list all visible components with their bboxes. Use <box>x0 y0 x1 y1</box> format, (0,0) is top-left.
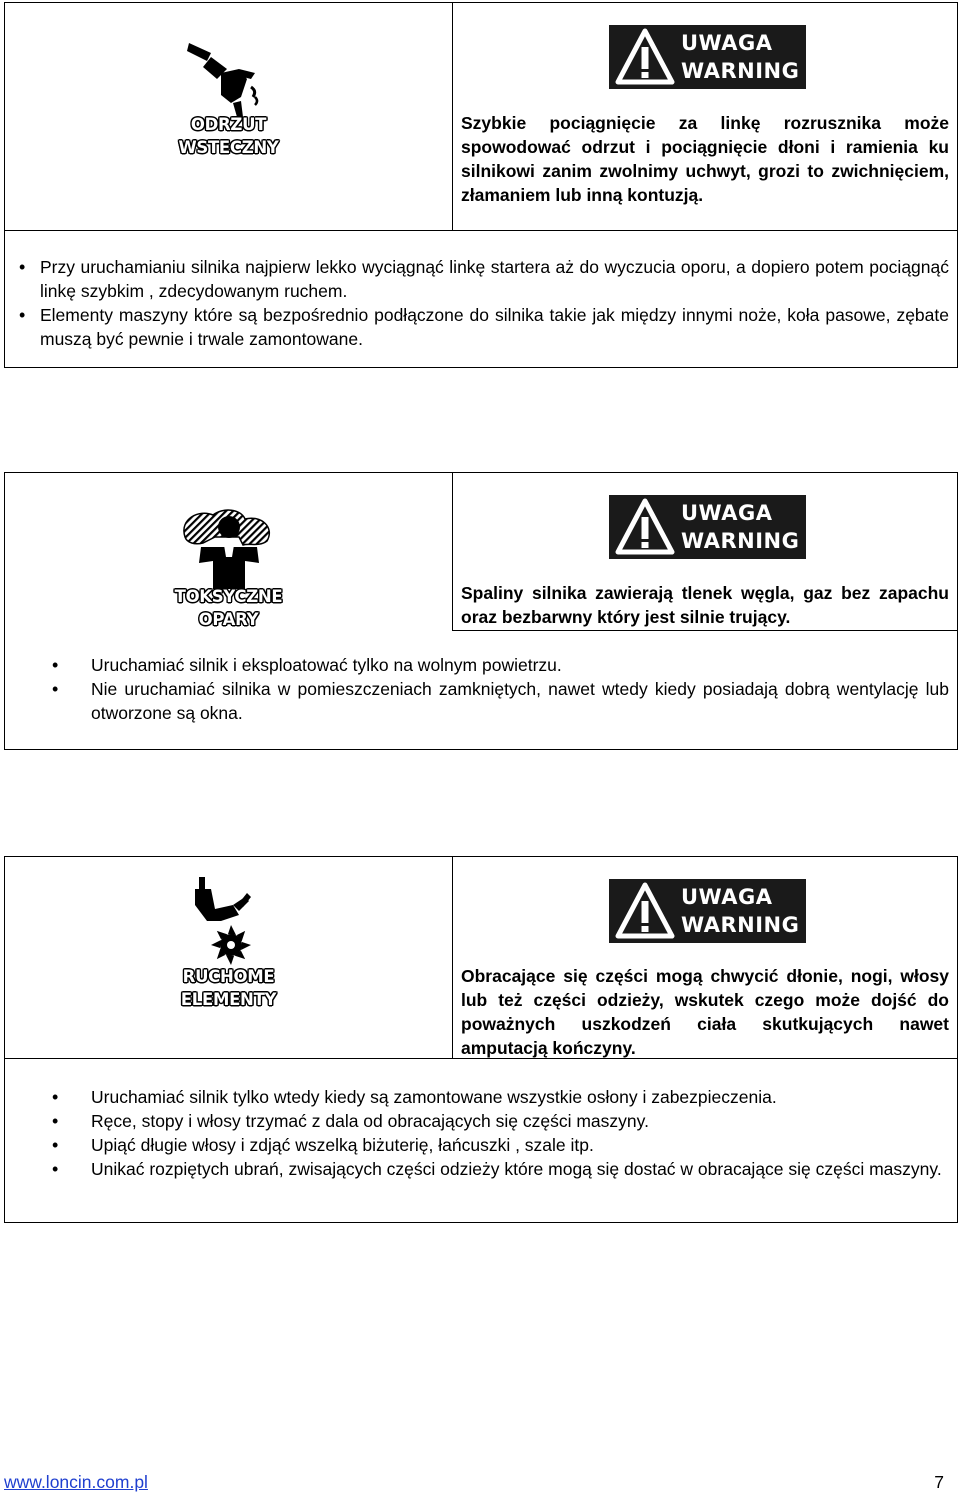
section-toxic-fumes <box>4 472 958 750</box>
footer-website-link[interactable]: www.loncin.com.pl <box>4 1472 148 1492</box>
moving-pictogram-cell <box>5 857 453 1059</box>
list-item: • Uruchamiać silnik i eksploatować tylko na wolnym powietrzu. <box>5 653 949 677</box>
warning-sign: UWAGA WARNING <box>609 879 806 943</box>
warning-sign: UWAGA WARNING <box>609 25 806 89</box>
list-item: • Uruchamiać silnik tylko wtedy kiedy są zamontowane wszystkie osłony i zabezpieczenia. <box>5 1085 949 1109</box>
kickback-hand-icon <box>181 39 271 119</box>
kickback-label: ODRZUT WSTECZNY <box>178 115 279 157</box>
kickback-instructions <box>5 255 949 351</box>
list-item: • Ręce, stopy i włosy trzymać z dala od obracających się części maszyny. <box>5 1109 949 1133</box>
section-kickback <box>4 2 958 368</box>
moving-warning-cell <box>453 857 957 1059</box>
moving-parts-label: RUCHOME ELEMENTY <box>180 967 277 1009</box>
section-moving-parts <box>4 856 958 1223</box>
toxic-pictogram-cell <box>5 473 453 631</box>
moving-warning-text: Obracające się części mogą chwycić dłonie, nogi, włosy lub też części odzieży, wskutek czego może dojść do poważnych uszkodzeń ciała skutkujących nawet amputacją kończyny. <box>461 966 949 1058</box>
kickback-pictogram-cell <box>5 3 453 231</box>
warning-triangle-icon <box>615 881 675 941</box>
toxic-warning-cell <box>453 473 957 631</box>
list-item: • Elementy maszyny które są bezpośrednio podłączone do silnika takie jak między innymi noże, koła pasowe, zębate muszą być pewnie i trwale zamontowane. <box>5 303 949 351</box>
moving-instructions <box>5 1085 949 1181</box>
toxic-fumes-person-icon <box>179 507 279 589</box>
moving-parts-gear-hand-icon <box>185 875 275 965</box>
list-item: • Upiąć długie włosy i zdjąć wszelką biżuterię, łańcuszki , szale itp. <box>5 1133 949 1157</box>
toxic-fumes-label: TOKSYCZNE OPARY <box>174 587 283 629</box>
list-item: • Przy uruchamianiu silnika najpierw lekko wyciągnąć linkę startera aż do wyczucia oporu, a dopiero potem pociągnąć linkę szybkim , zdecydowanym ruchem. <box>5 255 949 303</box>
warning-triangle-icon <box>615 497 675 557</box>
warning-sign: UWAGA WARNING <box>609 495 806 559</box>
warning-triangle-icon <box>615 27 675 87</box>
kickback-warning-text: Szybkie pociągnięcie za linkę rozrusznika może spowodować odrzut i pociągnięcie dłoni i ramienia ku silnikowi zanim zwolnimy uchwyt, grozi to zwichnięciem, złamaniem lub inną kontuzją. <box>461 113 949 205</box>
toxic-instructions <box>5 653 949 725</box>
kickback-warning-cell <box>453 3 957 231</box>
page-number: 7 <box>934 1472 944 1492</box>
list-item: • Nie uruchamiać silnika w pomieszczeniach zamkniętych, nawet wtedy kiedy posiadają dobrą wentylację lub otworzone są okna. <box>5 677 949 725</box>
list-item: • Unikać rozpiętych ubrań, zwisających części odzieży które mogą się dostać w obracające się części maszyny. <box>5 1157 949 1181</box>
toxic-warning-text: Spaliny silnika zawierają tlenek węgla, gaz bez zapachu oraz bezbarwny który jest silnie trujący. <box>461 583 949 627</box>
